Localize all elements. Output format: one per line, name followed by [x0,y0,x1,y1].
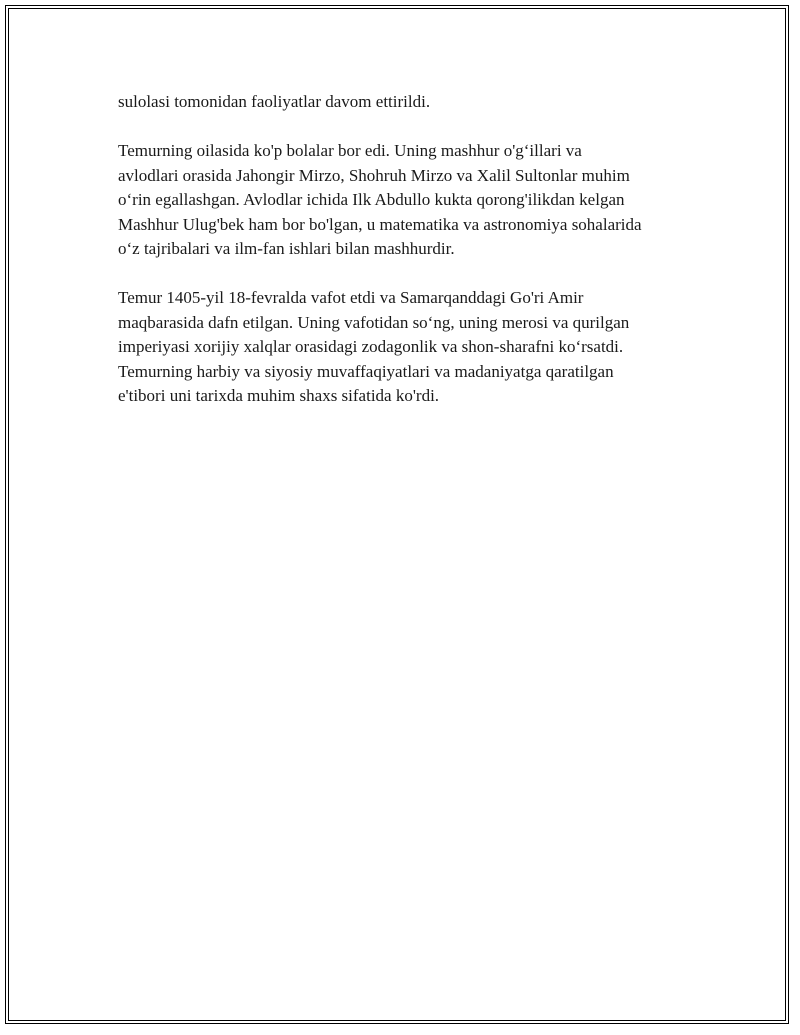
paragraph-line: Temur 1405-yil 18-fevralda vafot etdi va Samarqanddagi Go'ri Amir [118,288,584,308]
paragraph-line: Mashhur Ulug'bek ham bor bo'lgan, u matematika va astronomiya sohalarida [118,214,642,234]
paragraph-3 [118,286,718,408]
paragraph-line: imperiyasi xorijiy xalqlar orasidagi zodagonlik va shon-sharafni ko‘rsatdi. [118,337,624,357]
paragraph-line: Temurning oilasida ko'p bolalar bor edi. Uning mashhur o'g‘illari va [118,141,582,161]
paragraph-2 [118,139,718,261]
paragraph-line: maqbarasida dafn etilgan. Uning vafotidan so‘ng, uning merosi va qurilgan [118,312,630,332]
paragraph-line: o‘z tajribalari va ilm-fan ishlari bilan mashhurdir. [118,239,455,259]
paragraph-line: avlodlari orasida Jahongir Mirzo, Shohruh Mirzo va Xalil Sultonlar muhim [118,165,630,185]
paragraph-1 [118,90,718,114]
document-text-body [118,90,718,433]
paragraph-line: Temurning harbiy va siyosiy muvaffaqiyatlari va madaniyatga qaratilgan [118,361,614,381]
paragraph-line: e'tibori uni tarixda muhim shaxs sifatida ko'rdi. [118,386,440,406]
paragraph-line: o‘rin egallashgan. Avlodlar ichida Ilk Abdullo kukta qorong'ilikdan kelgan [118,190,625,210]
paragraph-line: sulolasi tomonidan faoliyatlar davom ettirildi. [118,92,431,111]
